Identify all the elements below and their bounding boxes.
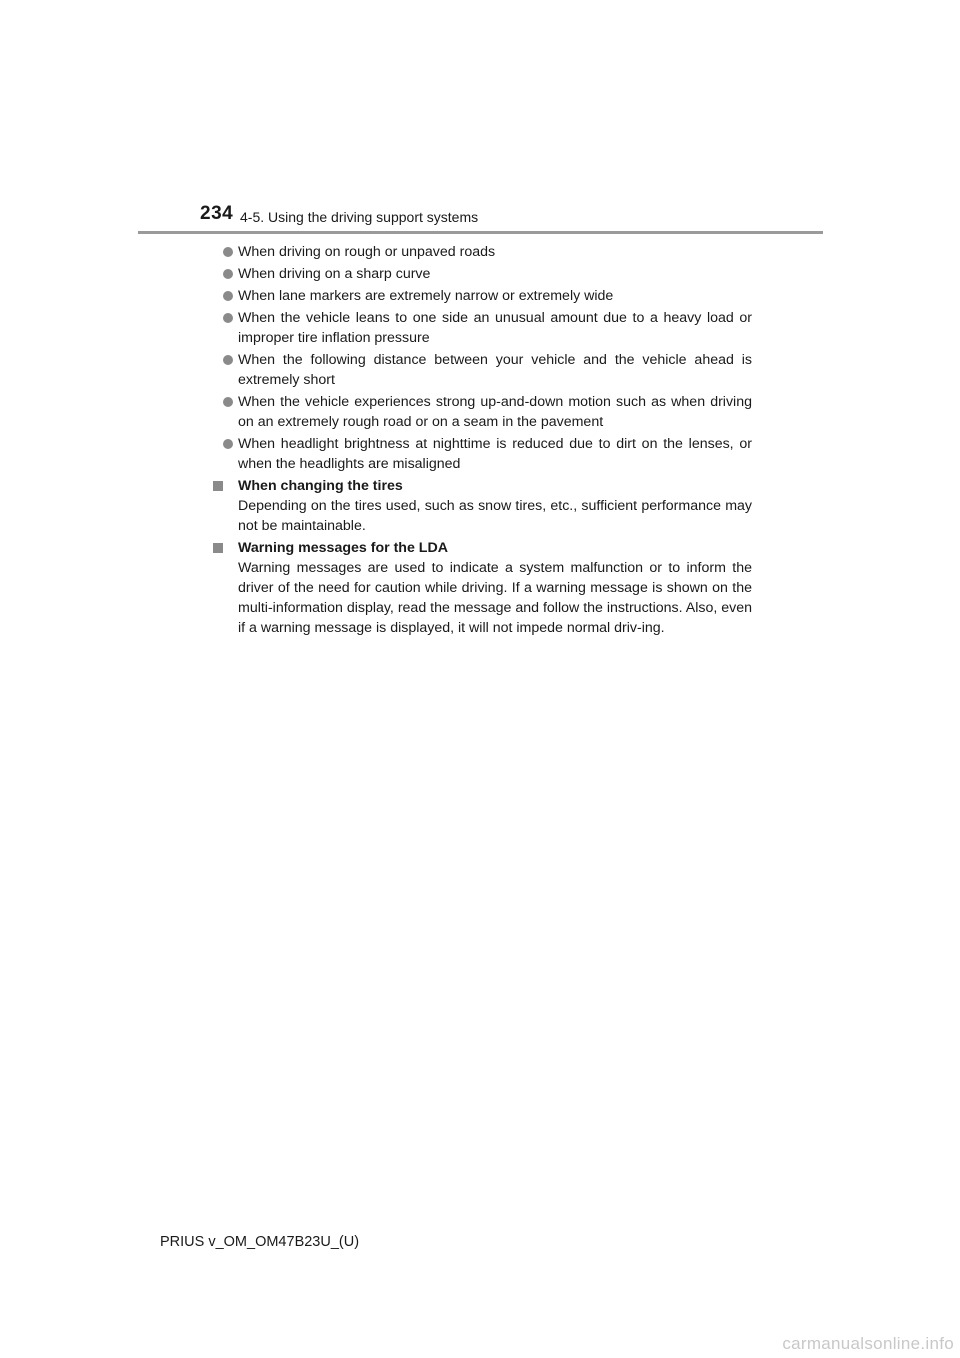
bullet-icon xyxy=(223,291,233,301)
header-divider xyxy=(138,231,823,234)
list-item-text: When driving on rough or unpaved roads xyxy=(238,244,496,260)
subsection-heading: Warning messages for the LDA xyxy=(238,540,448,556)
document-code: PRIUS v_OM_OM47B23U_(U) xyxy=(160,1234,360,1250)
section-title: 4-5. Using the driving support systems xyxy=(240,209,479,225)
list-item xyxy=(222,264,752,284)
list-item-text: When lane markers are extremely narrow or extremely wide xyxy=(238,288,614,304)
condition-list xyxy=(222,242,752,474)
page-number: 234 xyxy=(200,203,234,224)
bullet-icon xyxy=(223,439,233,449)
square-bullet-icon xyxy=(213,543,223,553)
list-item xyxy=(222,242,752,262)
list-item xyxy=(222,286,752,306)
page-content xyxy=(222,242,752,638)
list-item-text: When the vehicle leans to one side an unusual amount due to a heavy load or improper tire inflation pressure xyxy=(238,310,752,346)
square-bullet-icon xyxy=(213,481,223,491)
list-item xyxy=(222,308,752,348)
subsection-warning-messages xyxy=(222,538,752,638)
bullet-icon xyxy=(223,313,233,323)
subsection-heading: When changing the tires xyxy=(238,478,403,494)
subsection-body: Warning messages are used to indicate a system malfunction or to inform the driver of the need for caution while driving. If a warning message is shown on the multi-information display, read the message and follow the instructions. Also, even if a warning message is displayed, it will not impede normal driv-ing. xyxy=(238,560,752,636)
list-item-text: When headlight brightness at nighttime is reduced due to dirt on the lenses, or when the headlights are misaligned xyxy=(238,436,752,472)
subsection-changing-tires xyxy=(222,476,752,536)
list-item-text: When the vehicle experiences strong up-and-down motion such as when driving on an extremely rough road or on a seam in the pavement xyxy=(238,394,752,430)
bullet-icon xyxy=(223,247,233,257)
list-item-text: When driving on a sharp curve xyxy=(238,266,431,282)
subsection-body: Depending on the tires used, such as snow tires, etc., sufficient performance may not be maintainable. xyxy=(238,498,752,534)
list-item-text: When the following distance between your vehicle and the vehicle ahead is extremely short xyxy=(238,352,752,388)
watermark: carmanualsonline.info xyxy=(782,1334,954,1353)
bullet-icon xyxy=(223,397,233,407)
list-item xyxy=(222,350,752,390)
list-item xyxy=(222,392,752,432)
bullet-icon xyxy=(223,355,233,365)
bullet-icon xyxy=(223,269,233,279)
list-item xyxy=(222,434,752,474)
